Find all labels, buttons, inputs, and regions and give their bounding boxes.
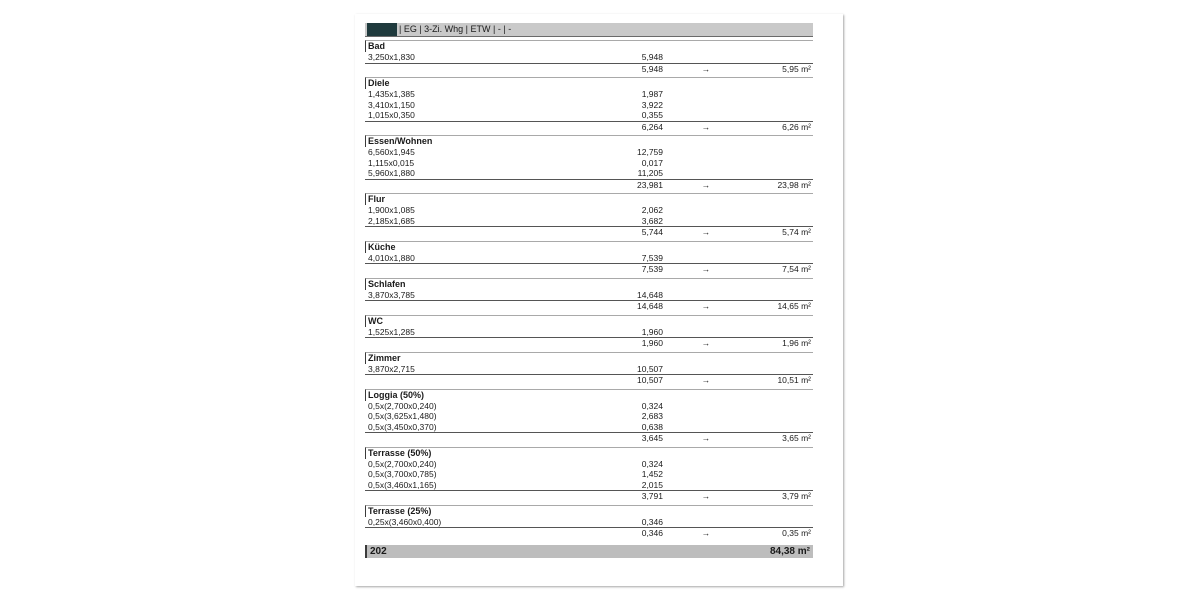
footer-total-area: 84,38 m² — [769, 545, 810, 557]
measurement-formula: 2,185x1,685 — [368, 215, 415, 226]
room-name: Schlafen — [365, 278, 813, 290]
redaction-block — [367, 23, 397, 36]
measurement-formula: 1,435x1,385 — [368, 89, 415, 99]
measurement-value: 3,922 — [641, 99, 663, 110]
room-area: 7,54 m² — [782, 264, 811, 274]
room-subtotal: 23,981 — [637, 179, 663, 190]
measurement-row — [365, 52, 813, 63]
room-subtotal: 0,346 — [641, 528, 663, 538]
measurement-row — [365, 89, 813, 100]
measurement-row — [365, 216, 813, 227]
measurement-value: 3,682 — [641, 215, 663, 226]
measurement-value: 12,759 — [637, 147, 663, 157]
room-name: WC — [365, 315, 813, 327]
room-subtotal: 3,791 — [641, 491, 663, 501]
room-total-row — [365, 63, 813, 75]
measurement-value: 0,324 — [641, 458, 663, 469]
measurement-formula: 0,5x(2,700x0,240) — [368, 400, 437, 411]
room-subtotal: 6,264 — [641, 121, 663, 132]
room-total-row — [365, 527, 813, 539]
measurement-formula: 0,5x(2,700x0,240) — [368, 458, 437, 469]
measurement-row — [365, 469, 813, 480]
room-area: 6,26 m² — [782, 121, 811, 132]
room-block — [365, 278, 813, 312]
room-block — [365, 77, 813, 132]
measurement-value: 0,355 — [641, 110, 663, 120]
room-total-row — [365, 490, 813, 502]
room-name: Küche — [365, 241, 813, 253]
room-name: Terrasse (50%) — [365, 447, 813, 459]
measurement-row — [365, 147, 813, 158]
measurement-value: 0,638 — [641, 421, 663, 432]
arrow-icon: → — [701, 301, 711, 311]
unit-header-text: | EG | 3-Zi. Whg | ETW | - | - — [399, 24, 512, 34]
room-total-row — [365, 263, 813, 275]
arrow-icon: → — [701, 63, 711, 74]
measurement-value: 7,539 — [641, 252, 663, 263]
measurement-row — [365, 459, 813, 470]
measurement-value: 14,648 — [637, 289, 663, 300]
measurement-row — [365, 422, 813, 433]
room-total-row — [365, 226, 813, 238]
measurement-value: 1,987 — [641, 89, 663, 99]
measurement-row — [365, 327, 813, 338]
measurement-formula: 4,010x1,880 — [368, 252, 415, 263]
arrow-icon: → — [701, 433, 711, 443]
room-total-row — [365, 337, 813, 349]
measurement-value: 11,205 — [637, 168, 663, 178]
measurement-formula: 3,870x2,715 — [368, 363, 415, 374]
measurement-formula: 1,525x1,285 — [368, 326, 415, 337]
room-area: 5,95 m² — [782, 63, 811, 74]
room-block — [365, 505, 813, 539]
measurement-value: 5,948 — [641, 52, 663, 62]
measurement-formula: 6,560x1,945 — [368, 147, 415, 157]
measurement-value: 10,507 — [637, 363, 663, 374]
measurement-value: 0,324 — [641, 400, 663, 411]
measurement-row — [365, 411, 813, 422]
measurement-formula: 0,5x(3,450x0,370) — [368, 421, 437, 432]
measurement-value: 1,452 — [641, 469, 663, 479]
room-area: 23,98 m² — [777, 179, 811, 190]
measurement-value: 1,960 — [641, 326, 663, 337]
measurement-formula: 3,870x3,785 — [368, 289, 415, 300]
room-name: Loggia (50%) — [365, 389, 813, 401]
room-block — [365, 389, 813, 444]
measurement-formula: 0,25x(3,460x0,400) — [368, 516, 442, 527]
measurement-row — [365, 401, 813, 412]
measurement-value: 2,683 — [641, 411, 663, 421]
measurement-value: 2,062 — [641, 205, 663, 215]
measurement-row — [365, 480, 813, 491]
room-name: Diele — [365, 77, 813, 89]
room-area: 5,74 m² — [782, 227, 811, 237]
area-calculation-sheet — [365, 23, 813, 558]
measurement-row — [365, 364, 813, 375]
room-subtotal: 5,948 — [641, 63, 663, 74]
room-subtotal: 7,539 — [641, 264, 663, 274]
room-subtotal: 10,507 — [637, 375, 663, 385]
room-area: 3,65 m² — [782, 433, 811, 443]
room-block — [365, 352, 813, 386]
room-subtotal: 3,645 — [641, 433, 663, 443]
arrow-icon: → — [701, 528, 711, 538]
measurement-row — [365, 100, 813, 111]
arrow-icon: → — [701, 375, 711, 385]
room-area: 1,96 m² — [782, 338, 811, 348]
measurement-formula: 3,250x1,830 — [368, 52, 415, 62]
measurement-formula: 5,960x1,880 — [368, 168, 415, 178]
room-name: Terrasse (25%) — [365, 505, 813, 517]
arrow-icon: → — [701, 179, 711, 190]
room-block — [365, 315, 813, 349]
arrow-icon: → — [701, 121, 711, 132]
measurement-row — [365, 253, 813, 264]
measurement-row — [365, 205, 813, 216]
room-block — [365, 241, 813, 275]
room-name: Bad — [365, 40, 813, 52]
footer-number: 202 — [370, 545, 387, 557]
room-name: Zimmer — [365, 352, 813, 364]
room-block — [365, 447, 813, 502]
measurement-formula: 3,410x1,150 — [368, 99, 415, 110]
unit-header — [365, 23, 813, 37]
document-page — [355, 14, 843, 586]
room-total-row — [365, 432, 813, 444]
measurement-value: 2,015 — [641, 479, 663, 490]
measurement-formula: 1,900x1,085 — [368, 205, 415, 215]
room-area: 0,35 m² — [782, 528, 811, 538]
room-area: 10,51 m² — [777, 375, 811, 385]
measurement-formula: 1,015x0,350 — [368, 110, 415, 120]
measurement-row — [365, 158, 813, 169]
arrow-icon: → — [701, 227, 711, 237]
room-area: 14,65 m² — [777, 301, 811, 311]
room-total-row — [365, 179, 813, 191]
measurement-formula: 0,5x(3,625x1,480) — [368, 411, 437, 421]
room-list — [365, 40, 813, 539]
room-total-row — [365, 300, 813, 312]
room-block — [365, 135, 813, 190]
measurement-formula: 1,115x0,015 — [368, 157, 415, 168]
arrow-icon: → — [701, 264, 711, 274]
arrow-icon: → — [701, 338, 711, 348]
room-total-row — [365, 374, 813, 386]
room-subtotal: 5,744 — [641, 227, 663, 237]
room-name: Essen/Wohnen — [365, 135, 813, 147]
measurement-formula: 0,5x(3,460x1,165) — [368, 479, 437, 490]
measurement-row — [365, 290, 813, 301]
measurement-formula: 0,5x(3,700x0,785) — [368, 469, 437, 479]
room-area: 3,79 m² — [782, 491, 811, 501]
room-subtotal: 14,648 — [637, 301, 663, 311]
room-subtotal: 1,960 — [641, 338, 663, 348]
measurement-row — [365, 110, 813, 121]
summary-footer — [365, 545, 813, 558]
measurement-value: 0,017 — [641, 157, 663, 168]
room-total-row — [365, 121, 813, 133]
room-block — [365, 193, 813, 238]
measurement-row — [365, 168, 813, 179]
room-name: Flur — [365, 193, 813, 205]
room-block — [365, 40, 813, 74]
measurement-row — [365, 517, 813, 528]
measurement-value: 0,346 — [641, 516, 663, 527]
arrow-icon: → — [701, 491, 711, 501]
